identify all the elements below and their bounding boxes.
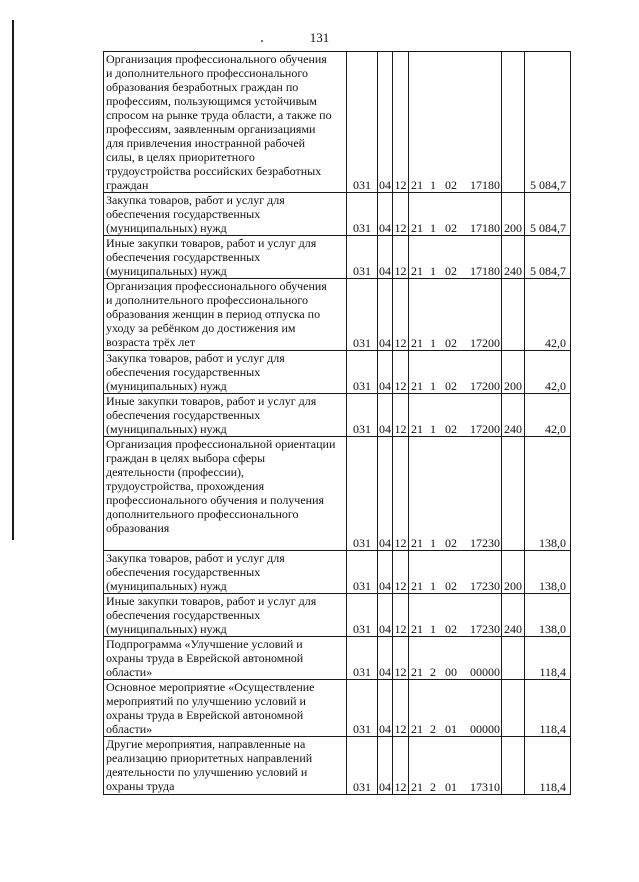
target-subprogram: 2 bbox=[430, 665, 436, 679]
target-subprogram: 1 bbox=[430, 221, 436, 235]
expense-type-code bbox=[502, 737, 525, 795]
target-direction: 00000 bbox=[470, 665, 500, 679]
row-name-cell bbox=[104, 637, 347, 680]
target-event: 02 bbox=[445, 264, 457, 278]
subsection-code: 12 bbox=[393, 394, 409, 437]
expense-type-code bbox=[502, 52, 525, 193]
target-article-code bbox=[409, 737, 502, 795]
target-subprogram: 1 bbox=[430, 579, 436, 593]
target-direction: 17180 bbox=[470, 178, 500, 192]
row-name-cell bbox=[104, 394, 347, 437]
amount-cell: 138,0 bbox=[525, 437, 571, 551]
target-article-code bbox=[409, 680, 502, 737]
target-program: 21 bbox=[411, 336, 423, 350]
row-name-text: Закупка товаров, работ и услуг для обеспечения государственных (муниципальных) нужд bbox=[106, 551, 285, 593]
table-row bbox=[104, 680, 571, 737]
ministry-code: 031 bbox=[347, 279, 378, 351]
target-program: 21 bbox=[411, 722, 423, 736]
target-event: 01 bbox=[445, 722, 457, 736]
target-article-code bbox=[409, 351, 502, 394]
amount-cell: 42,0 bbox=[525, 279, 571, 351]
target-program: 21 bbox=[411, 221, 423, 235]
table-row bbox=[104, 279, 571, 351]
ministry-code: 031 bbox=[347, 551, 378, 594]
table-row bbox=[104, 737, 571, 795]
subsection-code: 12 bbox=[393, 236, 409, 279]
section-code: 04 bbox=[378, 594, 393, 637]
target-program: 21 bbox=[411, 264, 423, 278]
amount-cell: 42,0 bbox=[525, 351, 571, 394]
target-direction: 17180 bbox=[470, 264, 500, 278]
row-name-cell bbox=[104, 551, 347, 594]
ministry-code: 031 bbox=[347, 351, 378, 394]
target-article-code bbox=[409, 193, 502, 236]
subsection-code: 12 bbox=[393, 52, 409, 193]
row-name-cell bbox=[104, 594, 347, 637]
subsection-code: 12 bbox=[393, 594, 409, 637]
section-code: 04 bbox=[378, 680, 393, 737]
amount-cell: 5 084,7 bbox=[525, 52, 571, 193]
target-direction: 17310 bbox=[470, 780, 500, 794]
target-event: 02 bbox=[445, 536, 457, 550]
subsection-code: 12 bbox=[393, 551, 409, 594]
table-row bbox=[104, 52, 571, 193]
target-subprogram: 1 bbox=[430, 379, 436, 393]
left-margin-line bbox=[12, 20, 14, 540]
table-row bbox=[104, 437, 571, 551]
ministry-code: 031 bbox=[347, 437, 378, 551]
target-program: 21 bbox=[411, 665, 423, 679]
amount-cell: 118,4 bbox=[525, 737, 571, 795]
table-row bbox=[104, 594, 571, 637]
ministry-code: 031 bbox=[347, 236, 378, 279]
amount-cell: 118,4 bbox=[525, 680, 571, 737]
section-code: 04 bbox=[378, 193, 393, 236]
expense-type-code: 200 bbox=[502, 551, 525, 594]
target-article-code bbox=[409, 236, 502, 279]
section-code: 04 bbox=[378, 52, 393, 193]
target-article-code bbox=[409, 637, 502, 680]
target-program: 21 bbox=[411, 622, 423, 636]
target-subprogram: 1 bbox=[430, 264, 436, 278]
target-program: 21 bbox=[411, 780, 423, 794]
table-row bbox=[104, 394, 571, 437]
page-number: 131 bbox=[309, 30, 330, 45]
target-program: 21 bbox=[411, 178, 423, 192]
target-program: 21 bbox=[411, 379, 423, 393]
table-row bbox=[104, 193, 571, 236]
ministry-code: 031 bbox=[347, 52, 378, 193]
row-name-text: Закупка товаров, работ и услуг для обеспечения государственных (муниципальных) нужд bbox=[106, 351, 285, 393]
target-subprogram: 2 bbox=[430, 780, 436, 794]
target-article-code bbox=[409, 594, 502, 637]
target-subprogram: 1 bbox=[430, 178, 436, 192]
ministry-code: 031 bbox=[347, 737, 378, 795]
expense-type-code: 240 bbox=[502, 236, 525, 279]
section-code: 04 bbox=[378, 737, 393, 795]
target-direction: 17200 bbox=[470, 379, 500, 393]
row-name-text: Иные закупки товаров, работ и услуг для обеспечения государственных (муниципальных) нужд bbox=[106, 394, 317, 436]
row-name-cell bbox=[104, 680, 347, 737]
budget-table bbox=[103, 51, 571, 795]
ministry-code: 031 bbox=[347, 637, 378, 680]
amount-cell: 118,4 bbox=[525, 637, 571, 680]
subsection-code: 12 bbox=[393, 637, 409, 680]
subsection-code: 12 bbox=[393, 737, 409, 795]
table-row bbox=[104, 637, 571, 680]
expense-type-code: 240 bbox=[502, 394, 525, 437]
target-direction: 17180 bbox=[470, 221, 500, 235]
expense-type-code bbox=[502, 637, 525, 680]
expense-type-code: 240 bbox=[502, 594, 525, 637]
target-program: 21 bbox=[411, 422, 423, 436]
target-direction: 17200 bbox=[470, 422, 500, 436]
target-event: 02 bbox=[445, 336, 457, 350]
expense-type-code: 200 bbox=[502, 193, 525, 236]
target-article-code bbox=[409, 394, 502, 437]
row-name-cell bbox=[104, 236, 347, 279]
expense-type-code bbox=[502, 437, 525, 551]
target-event: 00 bbox=[445, 665, 457, 679]
target-article-code bbox=[409, 279, 502, 351]
row-name-cell bbox=[104, 193, 347, 236]
row-name-cell bbox=[104, 279, 347, 351]
table-row bbox=[104, 351, 571, 394]
target-direction: 17230 bbox=[470, 536, 500, 550]
ministry-code: 031 bbox=[347, 394, 378, 437]
target-direction: 17230 bbox=[470, 579, 500, 593]
target-subprogram: 2 bbox=[430, 722, 436, 736]
target-event: 02 bbox=[445, 221, 457, 235]
row-name-cell bbox=[104, 351, 347, 394]
row-name-text: Организация профессионального обучения и дополнительного профессионального образования женщин в период отпуска по уходу за ребёнком до достижения им возраста трёх лет bbox=[106, 279, 327, 349]
section-code: 04 bbox=[378, 551, 393, 594]
target-program: 21 bbox=[411, 579, 423, 593]
section-code: 04 bbox=[378, 236, 393, 279]
ministry-code: 031 bbox=[347, 594, 378, 637]
target-subprogram: 1 bbox=[430, 336, 436, 350]
row-name-text: Закупка товаров, работ и услуг для обеспечения государственных (муниципальных) нужд bbox=[106, 193, 285, 235]
ministry-code: 031 bbox=[347, 193, 378, 236]
target-article-code bbox=[409, 551, 502, 594]
expense-type-code bbox=[502, 680, 525, 737]
target-article-code bbox=[409, 437, 502, 551]
target-program: 21 bbox=[411, 536, 423, 550]
target-direction: 17200 bbox=[470, 336, 500, 350]
target-subprogram: 1 bbox=[430, 536, 436, 550]
row-name-cell bbox=[104, 737, 347, 795]
section-code: 04 bbox=[378, 637, 393, 680]
target-event: 01 bbox=[445, 780, 457, 794]
target-event: 02 bbox=[445, 579, 457, 593]
subsection-code: 12 bbox=[393, 680, 409, 737]
section-code: 04 bbox=[378, 351, 393, 394]
target-subprogram: 1 bbox=[430, 622, 436, 636]
target-subprogram: 1 bbox=[430, 422, 436, 436]
table-row bbox=[104, 551, 571, 594]
target-article-code bbox=[409, 52, 502, 193]
amount-cell: 138,0 bbox=[525, 594, 571, 637]
target-event: 02 bbox=[445, 622, 457, 636]
subsection-code: 12 bbox=[393, 351, 409, 394]
row-name-text: Иные закупки товаров, работ и услуг для обеспечения государственных (муниципальных) нужд bbox=[106, 594, 317, 636]
subsection-code: 12 bbox=[393, 437, 409, 551]
row-name-text: Подпрограмма «Улучшение условий и охраны труда в Еврейской автономной области» bbox=[106, 637, 304, 679]
row-name-cell bbox=[104, 52, 347, 193]
row-name-text: Организация профессиональной ориентации граждан в целях выбора сферы деятельности (профессии), трудоустройства, прохождения профессионального обучения и получения дополнительного профессионального образования bbox=[106, 437, 336, 535]
row-name-text: Организация профессионального обучения и дополнительного профессионального образования безработных граждан по профессиям, пользующимся устойчивым спросом на рынке труда области, а также по профессиям, заявленным организациями для привлечения иностранной рабочей силы, в целях приоритетного трудоустройства российских безработных граждан bbox=[106, 52, 332, 192]
row-name-text: Другие мероприятия, направленные на реализацию приоритетных направлений деятельности по улучшению условий и охраны труда bbox=[106, 737, 313, 793]
table-row bbox=[104, 236, 571, 279]
target-direction: 00000 bbox=[470, 722, 500, 736]
ministry-code: 031 bbox=[347, 680, 378, 737]
amount-cell: 5 084,7 bbox=[525, 236, 571, 279]
target-event: 02 bbox=[445, 379, 457, 393]
row-name-text: Основное мероприятие «Осуществление мероприятий по улучшению условий и охраны труда в Еврейской автономной области» bbox=[106, 680, 315, 736]
amount-cell: 5 084,7 bbox=[525, 193, 571, 236]
expense-type-code bbox=[502, 279, 525, 351]
subsection-code: 12 bbox=[393, 279, 409, 351]
section-code: 04 bbox=[378, 394, 393, 437]
amount-cell: 42,0 bbox=[525, 394, 571, 437]
row-name-cell bbox=[104, 437, 347, 551]
section-code: 04 bbox=[378, 279, 393, 351]
target-event: 02 bbox=[445, 178, 457, 192]
target-event: 02 bbox=[445, 422, 457, 436]
target-direction: 17230 bbox=[470, 622, 500, 636]
subsection-code: 12 bbox=[393, 193, 409, 236]
section-code: 04 bbox=[378, 437, 393, 551]
amount-cell: 138,0 bbox=[525, 551, 571, 594]
expense-type-code: 200 bbox=[502, 351, 525, 394]
row-name-text: Иные закупки товаров, работ и услуг для обеспечения государственных (муниципальных) нужд bbox=[106, 236, 317, 278]
